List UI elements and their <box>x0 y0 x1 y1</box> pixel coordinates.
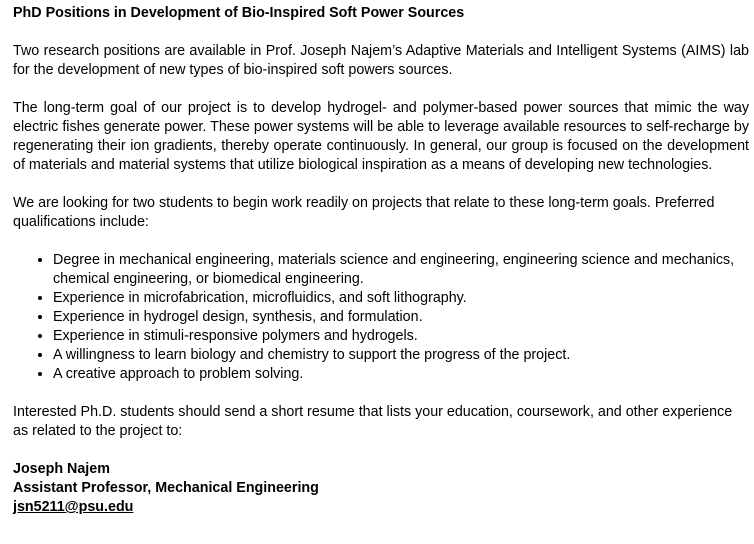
document-page <box>13 4 749 517</box>
contact-position: Assistant Professor, Mechanical Engineering <box>13 480 319 496</box>
document-title: PhD Positions in Development of Bio-Inspired Soft Power Sources <box>13 5 465 21</box>
closing-paragraph: Interested Ph.D. students should send a short resume that lists your education, coursework, and other experience as related to the project to: <box>13 404 733 439</box>
contact-email-link[interactable]: jsn5211@psu.edu <box>13 499 134 515</box>
qualification-item: • A willingness to learn biology and chemistry to support the progress of the project. <box>53 346 749 365</box>
goal-paragraph: The long-term goal of our project is to develop hydrogel- and polymer-based power sources that mimic the way electric fishes generate power. These power systems will be able to leverage available resources to self-recharge by regenerating their ion gradients, thereby operate continuously. In general, our group is focused on the development of materials and material systems that utilize biological inspiration as a means of developing new technologies. <box>13 100 749 173</box>
qualification-item: • Experience in stimuli-responsive polymers and hydrogels. <box>53 327 749 346</box>
qualification-item: • Experience in microfabrication, microfluidics, and soft lithography. <box>53 289 749 308</box>
contact-name: Joseph Najem <box>13 461 110 477</box>
qualification-item: • Experience in hydrogel design, synthesis, and formulation. <box>53 308 749 327</box>
qualifications-list <box>13 251 749 384</box>
intro-paragraph: Two research positions are available in Prof. Joseph Najem’s Adaptive Materials and Intelligent Systems (AIMS) lab for the development of new types of bio-inspired soft powers sources. <box>13 43 749 78</box>
qualification-item: • A creative approach to problem solving. <box>53 365 749 384</box>
recruiting-paragraph: We are looking for two students to begin work readily on projects that relate to these long-term goals. Preferred qualifications include: <box>13 195 715 230</box>
qualification-item: • Degree in mechanical engineering, materials science and engineering, engineering science and mechanics, chemical engineering, or biomedical engineering. <box>53 251 749 289</box>
signature-block <box>13 460 749 517</box>
